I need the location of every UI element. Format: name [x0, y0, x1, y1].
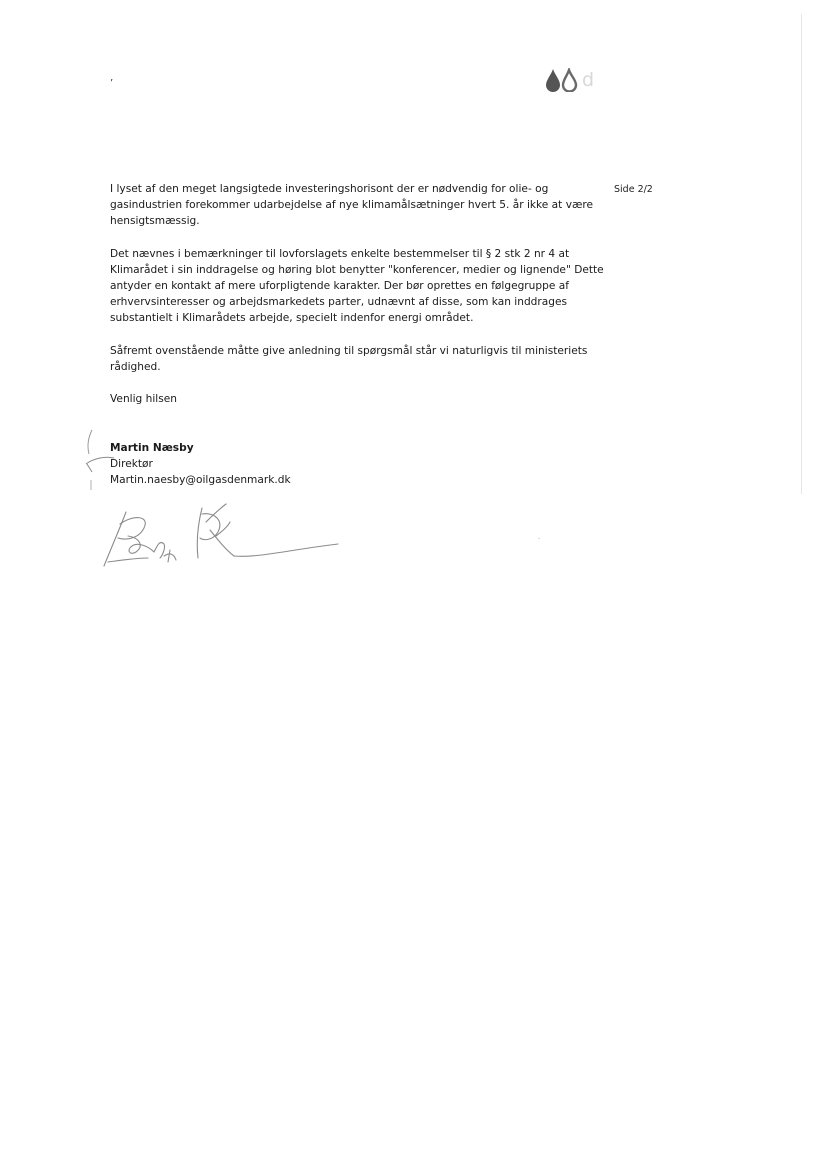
- signer-name: Martin Næsby: [110, 442, 194, 454]
- paragraph-investment-horizon: I lyset af den meget langsigtede investeringshorisont der er nødvendig for olie- og gasindustrien forekommer udarbejdelse af nye klimamålsætninger hvert 5. år ikke at være hensigtsmæssig.: [110, 183, 594, 228]
- letter-body: [110, 181, 610, 423]
- signature-block: [110, 440, 291, 489]
- signer-title: Direktør: [110, 458, 153, 471]
- scan-speck: [538, 538, 540, 539]
- handwritten-signature: [98, 500, 343, 580]
- closing-greeting: Venlig hilsen: [110, 393, 177, 406]
- paragraph-questions: Såfremt ovenstående måtte give anledning til spørgsmål står vi naturligvis til ministeriets rådighed.: [110, 344, 588, 373]
- signer-email: Martin.naesby@oilgasdenmark.dk: [110, 474, 291, 487]
- stray-mark: ’: [110, 78, 114, 89]
- page-number: Side 2/2: [614, 184, 653, 195]
- logo-text: d: [582, 69, 595, 91]
- scan-edge-line: [801, 14, 802, 494]
- oil-drop-icon: [545, 68, 579, 92]
- paragraph-climate-council: Det nævnes i bemærkninger til lovforslagets enkelte bestemmelser til § 2 stk 2 nr 4 at Klimarådet i sin inddragelse og høring blot benytter "konferencer, medier og lignende" Dette antyder en kontakt af mere uforpligtende karakter. Der bør oprettes en følgegruppe af erhvervsinteresser og arbejdsmarkedets parter, udnævnt af disse, som kan inddrages substantielt i Klimarådets arbejde, specielt indenfor energi området.: [110, 247, 604, 325]
- company-logo: [545, 68, 594, 92]
